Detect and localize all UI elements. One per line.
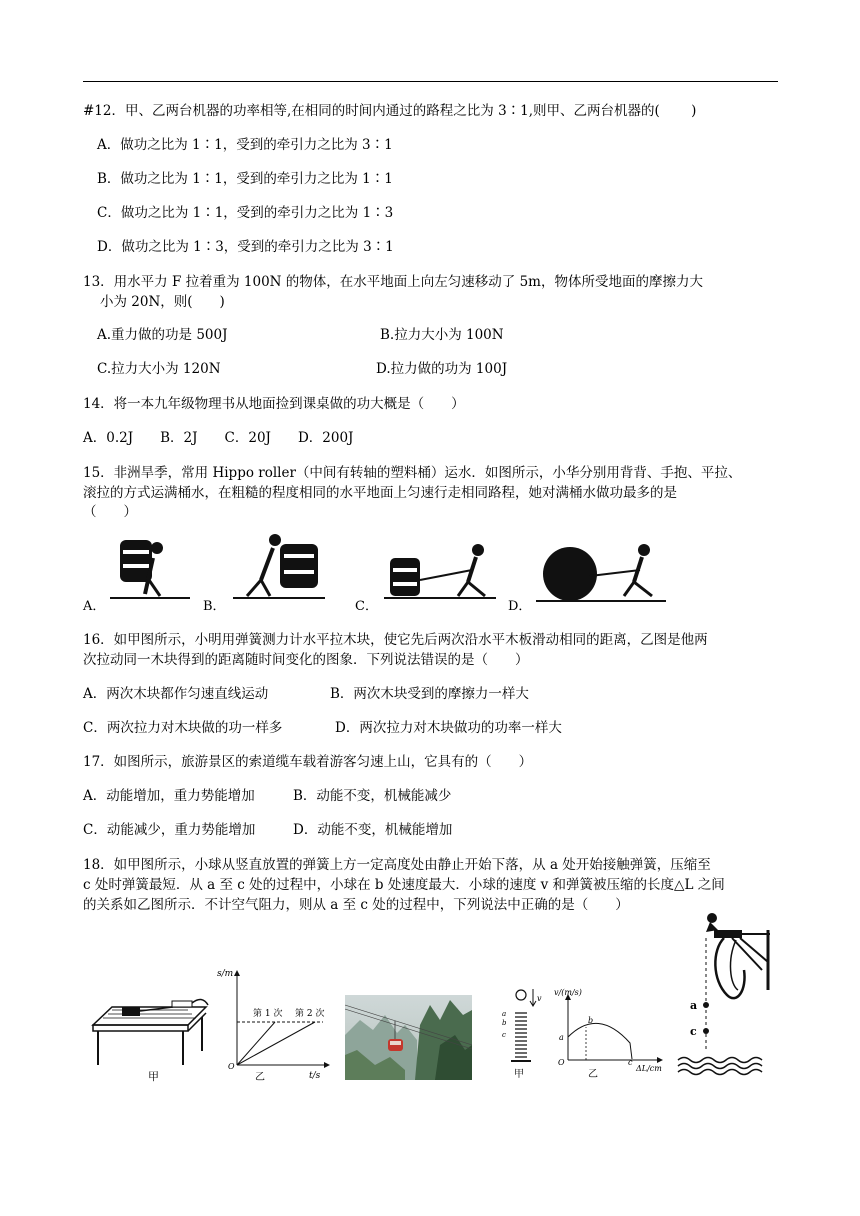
q13-stem-line2: 小为 20N，则( ) — [100, 294, 225, 310]
q17-option-d: D．动能不变，机械能增加 — [293, 822, 453, 838]
q12-option-d: D．做功之比为 1∶3，受到的牵引力之比为 3∶1 — [97, 239, 394, 255]
fig16-series-2-line — [237, 1022, 315, 1065]
fig-bungee-point-c — [703, 1028, 709, 1034]
q17-option-c: C．动能减少，重力势能增加 — [83, 822, 256, 838]
q16-option-a: A．两次木块都作匀速直线运动 — [83, 686, 269, 702]
fig16-yi-label: 乙 — [255, 1072, 265, 1083]
fig18-spring-b: b — [502, 1019, 507, 1027]
q17-option-b: B．动能不变，机械能减少 — [293, 788, 452, 804]
q13-option-c: C.拉力大小为 120N — [97, 361, 221, 377]
q16-option-b: B．两次木块受到的摩擦力一样大 — [330, 686, 529, 702]
q15-fig-label-d: D． — [508, 599, 532, 614]
q13-option-d: D.拉力做的功为 100J — [376, 361, 508, 377]
q12-option-b: B．做功之比为 1∶1，受到的牵引力之比为 1∶1 — [97, 171, 393, 187]
fig18-yi-graph — [550, 985, 668, 1083]
fig18-arrow-v: v — [537, 994, 542, 1003]
header-rule — [83, 81, 778, 82]
fig18-ball — [516, 990, 526, 1000]
q15-fig-label-a: A． — [83, 599, 106, 614]
fig18-curve — [568, 1023, 632, 1059]
fig-bungee-point-a — [703, 1002, 709, 1008]
q18-stem-line3: 的关系如乙图所示．不计空气阻力，则从 a 至 c 处的过程中，下列说法中正确的是（ ） — [83, 897, 629, 913]
q15-figure-d-roll-pull — [530, 530, 670, 605]
fig18-spring-c: c — [502, 1031, 506, 1039]
q15-figure-b-hold — [225, 530, 330, 605]
fig16-second-label: 第 2 次 — [295, 1009, 325, 1019]
q14-stem: 14．将一本九年级物理书从地面捡到课桌做的功大概是（ ） — [83, 396, 465, 412]
fig17-cable-car-photo — [345, 995, 472, 1080]
fig16-yi-graph — [215, 965, 335, 1083]
q13-option-b: B.拉力大小为 100N — [380, 327, 504, 343]
q16-option-c: C．两次拉力对木块做的功一样多 — [83, 720, 283, 736]
q16-stem-line1: 16．如甲图所示，小明用弹簧测力计水平拉木块，使它先后两次沿水平木板滑动相同的距离，乙图是他两 — [83, 632, 708, 648]
q15-stem-line2: 滚拉的方式运满桶水，在粗糙的程度相同的水平地面上匀速行走相同路程，她对满桶水做功最多的是 — [83, 485, 677, 501]
q12-option-a: A．做功之比为 1∶1，受到的牵引力之比为 3∶1 — [97, 137, 393, 153]
q15-stem-line3: （ ） — [83, 504, 137, 520]
q12-option-c: C．做功之比为 1∶1，受到的牵引力之比为 1∶3 — [97, 205, 394, 221]
q16-stem-line2: 次拉动同一木块得到的距离随时间变化的图象．下列说法错误的是（ ） — [83, 652, 529, 668]
fig18-jia-label: 甲 — [514, 1069, 524, 1080]
fig16-series-1-line — [237, 1022, 275, 1065]
q15-figure-c-flat-pull — [380, 530, 500, 605]
fig-bungee-platform — [672, 910, 772, 1082]
fig16-x-axis-label: t/s — [309, 1071, 321, 1081]
q16-option-d: D．两次拉力对木块做功的功率一样大 — [335, 720, 562, 736]
q15-stem-line1: 15．非洲旱季，常用 Hippo roller（中间有转轴的塑料桶）运水．如图所示，小华分别用背背、手抱、平拉、 — [83, 465, 742, 481]
fig16-first-label: 第 1 次 — [253, 1009, 283, 1019]
fig18-point-a: a — [559, 1033, 564, 1042]
q15-fig-label-c: C． — [355, 599, 378, 614]
q13-stem-line1: 13．用水平力 F 拉着重为 100N 的物体，在水平地面上向左匀速移动了 5m，物体所受地面的摩擦力大 — [83, 274, 703, 290]
q12-stem: #12．甲、乙两台机器的功率相等,在相同的时间内通过的路程之比为 3∶1,则甲、乙两台机器的( ) — [83, 103, 697, 119]
q18-stem-line2: c 处时弹簧最短．从 a 至 c 处的过程中，小球在 b 处速度最大．小球的速度 v 和弹簧被压缩的长度△L 之间 — [83, 877, 725, 893]
fig18-spring-a: a — [502, 1010, 507, 1018]
fig18-yi-label: 乙 — [588, 1069, 598, 1080]
q15-fig-label-b: B． — [203, 599, 226, 614]
q15-figure-a-carry-back — [105, 530, 195, 605]
fig16-origin: O — [228, 1062, 235, 1071]
fig16-jia-label: 甲 — [148, 1070, 159, 1083]
q13-option-a: A.重力做的功是 500J — [97, 327, 228, 343]
fig18-origin: O — [558, 1058, 565, 1067]
fig16-y-axis-label: s/m — [217, 969, 234, 979]
fig18-point-b: b — [588, 1016, 594, 1025]
q14-options: A．0.2J B．2J C．20J D．200J — [83, 430, 354, 446]
q18-stem-line1: 18．如甲图所示，小球从竖直放置的弹簧上方一定高度处由静止开始下落，从 a 处开始接触弹簧，压缩至 — [83, 857, 711, 873]
fig18-x-axis-label: ΔL/cm — [636, 1064, 662, 1073]
fig-bungee-label-c: c — [690, 1025, 697, 1038]
q17-stem: 17．如图所示，旅游景区的索道缆车载着游客匀速上山，它具有的（ ） — [83, 754, 533, 770]
fig18-y-axis-label: v/(m/s) — [554, 988, 582, 997]
fig18-jia-spring — [497, 985, 545, 1083]
fig18-point-c: c — [628, 1058, 633, 1067]
q17-option-a: A．动能增加，重力势能增加 — [83, 788, 255, 804]
fig-bungee-label-a: a — [690, 999, 698, 1012]
